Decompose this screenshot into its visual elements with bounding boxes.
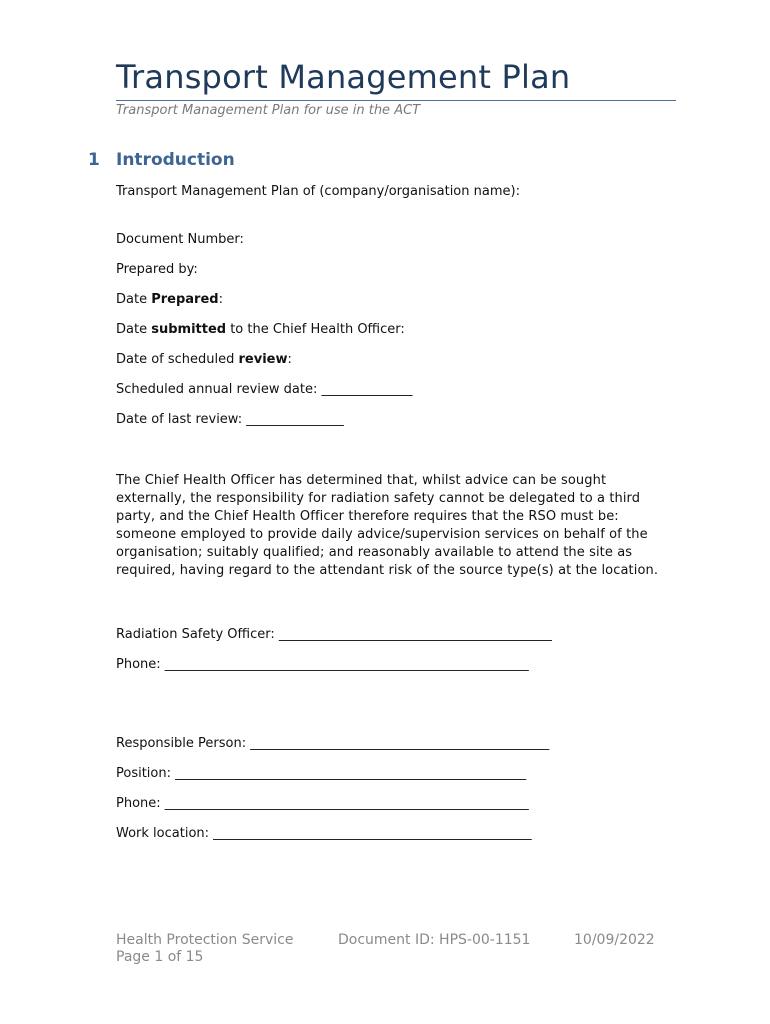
date-review-field bbox=[116, 352, 292, 367]
last-review-field: Date of last review: _______________ bbox=[116, 412, 344, 427]
date-submitted-pre: Date bbox=[116, 322, 152, 337]
section-heading: Introduction bbox=[116, 150, 235, 170]
date-prepared-pre: Date bbox=[116, 292, 152, 307]
date-submitted-field bbox=[116, 322, 405, 337]
footer-date: 10/09/2022 bbox=[574, 932, 655, 948]
date-review-pre: Date of scheduled bbox=[116, 352, 239, 367]
date-prepared-field bbox=[116, 292, 223, 307]
date-submitted-post: to the Chief Health Officer: bbox=[226, 322, 405, 337]
date-prepared-bold: Prepared bbox=[151, 292, 219, 307]
date-prepared-post: : bbox=[218, 292, 223, 307]
work-location-field: Work location: _________________________________________________ bbox=[116, 826, 532, 841]
rso-field: Radiation Safety Officer: __________________________________________ bbox=[116, 627, 552, 642]
rso-phone-field: Phone: ________________________________________________________ bbox=[116, 657, 529, 672]
prepared-by-field: Prepared by: bbox=[116, 262, 198, 277]
footer-document-id: Document ID: HPS-00-1151 bbox=[338, 932, 531, 948]
title-underline bbox=[116, 100, 676, 101]
footer-page-number: Page 1 of 15 bbox=[116, 949, 204, 965]
footer-service: Health Protection Service bbox=[116, 932, 294, 948]
section-number: 1 bbox=[88, 150, 100, 170]
document-subtitle: Transport Management Plan for use in the ACT bbox=[116, 103, 421, 118]
date-review-bold: review bbox=[238, 352, 288, 367]
responsible-person-field: Responsible Person: ______________________________________________ bbox=[116, 736, 550, 751]
date-submitted-bold: submitted bbox=[151, 322, 227, 337]
document-number-field: Document Number: bbox=[116, 232, 244, 247]
rso-paragraph: The Chief Health Officer has determined that, whilst advice can be sought externally, the responsibility for radiation safety cannot be delegated to a third party, and the Chief Health Officer therefore requires that the RSO must be: someone employed to provide daily advice/supervision services on behalf of the organisation; suitably qualified; and reasonably available to attend the site as required, having regard to the attendant risk of the source type(s) at the location. bbox=[116, 473, 659, 578]
document-title: Transport Management Plan bbox=[116, 58, 571, 96]
position-field: Position: ______________________________________________________ bbox=[116, 766, 527, 781]
rp-phone-field: Phone: ________________________________________________________ bbox=[116, 796, 529, 811]
date-review-post: : bbox=[287, 352, 292, 367]
annual-review-field: Scheduled annual review date: ______________ bbox=[116, 382, 413, 397]
company-line: Transport Management Plan of (company/organisation name): bbox=[116, 184, 520, 199]
